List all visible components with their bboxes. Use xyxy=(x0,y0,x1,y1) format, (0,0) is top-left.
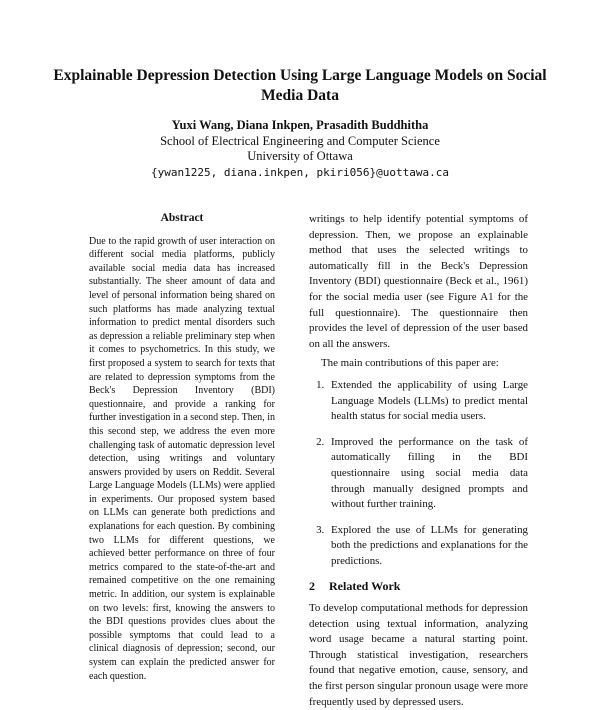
abstract-text: Due to the rapid growth of user interaction on different social media platforms, publicly available social media data has increased substantially. The sheer amount of data and level of personal information being shared on such platforms has made analyzing textual information to predict mental disorders such as depression a reliable preliminary step when it comes to psychometrics. In this study, we first proposed a system to search for texts that are related to depression symptoms from the Beck's Depression Inventory (BDI) questionnaire, and provide a ranking for further investigation in a second step. Then, in this second step, we address the even more challenging task of automatic depression level detection, using writings and voluntary answers provided by users on Reddit. Several Large Language Models (LLMs) were applied in experiments. Our proposed system based on LLMs can generate both predictions and explanations for each question. By combining two LLMs for different questions, we achieved better performance on three of four metrics compared to the state-of-the-art and remained competitive on the one remaining metric. In addition, our system is explainable on two levels: first, knowing the answers to the BDI questions provides clues about the possible symptoms that could lead to a clinical diagnosis of depression; second, our system can explain the predicted answer for each question. xyxy=(89,235,275,682)
section-title: Related Work xyxy=(329,579,401,594)
affiliation: School of Electrical Engineering and Computer Science xyxy=(160,133,440,148)
section-number: 2 xyxy=(309,579,315,594)
abstract-column xyxy=(89,212,275,682)
author-emails: {ywan1225, diana.inkpen, pkiri056}@uottawa.ca xyxy=(150,165,449,179)
abstract-heading: Abstract xyxy=(160,212,204,224)
intro-column xyxy=(309,212,528,708)
related-work-text: To develop computational methods for depression detection using textual information, analyzing word usage became a natural starting point. Through statistical investigation, researchers found that negative emotion, cause, sensory, and the first person singular pronoun usage were more frequently used by depressed users. xyxy=(309,602,528,708)
institution: University of Ottawa xyxy=(247,149,353,163)
author-block xyxy=(40,118,560,180)
contribution-item: 1. Extended the applicability of using Large Language Models (LLMs) to predict mental health status for social media users. xyxy=(327,378,528,425)
paper-title: Explainable Depression Detection Using Large Language Models on Social Media Data xyxy=(53,67,547,104)
section-heading-related-work xyxy=(309,579,528,595)
contribution-item: 2. Improved the performance on the task of automatically filling in the BDI questionnaire using social media data through manually designed prompts and without further training. xyxy=(327,435,528,513)
author-names: Yuxi Wang, Diana Inkpen, Prasadith Buddhitha xyxy=(171,118,429,132)
intro-paragraph: writings to help identify potential symptoms of depression. Then, we propose an explainable method that uses the selected writings to automatically fill in the Beck's Depression Inventory (BDI) questionnaire (Beck et al., 1961) for the social media user (see Figure A1 for the full questionnaire). The questionnaire then provides the level of depression of the user based on all the answers. xyxy=(309,213,528,350)
contributions-list xyxy=(309,378,528,570)
contributions-intro: The main contributions of this paper are: xyxy=(321,357,499,370)
contribution-item: 3. Explored the use of LLMs for generating both the predictions and explanations for the predictions. xyxy=(327,523,528,570)
